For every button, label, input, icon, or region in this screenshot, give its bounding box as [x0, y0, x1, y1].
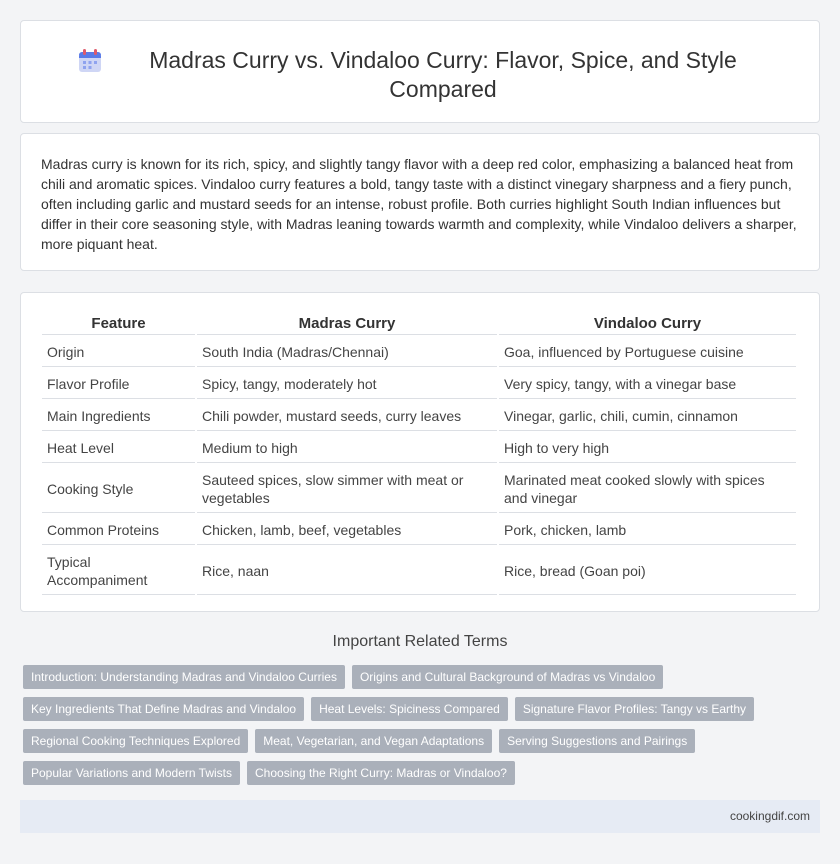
cell-feature: Flavor Profile — [42, 369, 195, 399]
header-feature: Feature — [42, 313, 195, 335]
cell-vindaloo: Very spicy, tangy, with a vinegar base — [499, 369, 796, 399]
cell-madras: Rice, naan — [197, 547, 497, 595]
cell-feature: Main Ingredients — [42, 401, 195, 431]
comparison-card — [20, 292, 820, 612]
related-term-tag[interactable]: Choosing the Right Curry: Madras or Vindaloo? — [247, 761, 515, 785]
related-term-tag[interactable]: Heat Levels: Spiciness Compared — [311, 697, 508, 721]
intro-text: Madras curry is known for its rich, spicy, and slightly tangy flavor with a deep red color, emphasizing a balanced heat from chili and aromatic spices. Vindaloo curry features a bold, tangy taste with a distinct vinegary sharpness and a fiery punch, often including garlic and mustard seeds for an intense, robust profile. Both curries highlight South Indian influences but differ in their core seasoning style, with Madras leaning towards warmth and complexity, while Vindaloo delivers a sharper, more piquant heat. — [41, 156, 797, 252]
table-header-row — [42, 313, 796, 335]
table-row — [42, 433, 796, 463]
cell-vindaloo: Goa, influenced by Portuguese cuisine — [499, 337, 796, 367]
table-row — [42, 547, 796, 595]
table-row — [42, 401, 796, 431]
related-term-tag[interactable]: Key Ingredients That Define Madras and Vindaloo — [23, 697, 304, 721]
related-term-tag[interactable]: Regional Cooking Techniques Explored — [23, 729, 248, 753]
cell-madras: Medium to high — [197, 433, 497, 463]
cell-feature: Heat Level — [42, 433, 195, 463]
cell-vindaloo: Marinated meat cooked slowly with spices and vinegar — [499, 465, 796, 513]
related-terms-title: Important Related Terms — [332, 633, 508, 650]
header-card — [20, 20, 820, 123]
cell-vindaloo: Vinegar, garlic, chili, cumin, cinnamon — [499, 401, 796, 431]
comparison-table — [40, 311, 798, 597]
calendar-icon — [77, 48, 103, 74]
related-term-tag[interactable]: Serving Suggestions and Pairings — [499, 729, 695, 753]
related-term-tag[interactable]: Signature Flavor Profiles: Tangy vs Earthy — [515, 697, 754, 721]
table-row — [42, 515, 796, 545]
cell-vindaloo: Pork, chicken, lamb — [499, 515, 796, 545]
table-row — [42, 465, 796, 513]
page-title: Madras Curry vs. Vindaloo Curry: Flavor, Spice, and Style Compared — [149, 47, 737, 102]
cell-madras: Chicken, lamb, beef, vegetables — [197, 515, 497, 545]
related-terms-list — [23, 665, 823, 793]
footer-site[interactable]: cookingdif.com — [729, 809, 810, 823]
intro-card — [20, 133, 820, 271]
related-term-tag[interactable]: Origins and Cultural Background of Madras vs Vindaloo — [352, 665, 663, 689]
cell-madras: South India (Madras/Chennai) — [197, 337, 497, 367]
cell-feature: Typical Accompaniment — [42, 547, 195, 595]
cell-feature: Origin — [42, 337, 195, 367]
header-madras: Madras Curry — [197, 313, 497, 335]
cell-madras: Sauteed spices, slow simmer with meat or vegetables — [197, 465, 497, 513]
cell-madras: Spicy, tangy, moderately hot — [197, 369, 497, 399]
related-term-tag[interactable]: Meat, Vegetarian, and Vegan Adaptations — [255, 729, 492, 753]
cell-feature: Common Proteins — [42, 515, 195, 545]
cell-feature: Cooking Style — [42, 465, 195, 513]
header-vindaloo: Vindaloo Curry — [499, 313, 796, 335]
cell-madras: Chili powder, mustard seeds, curry leaves — [197, 401, 497, 431]
cell-vindaloo: Rice, bread (Goan poi) — [499, 547, 796, 595]
footer — [20, 800, 820, 833]
table-row — [42, 337, 796, 367]
table-row — [42, 369, 796, 399]
cell-vindaloo: High to very high — [499, 433, 796, 463]
related-term-tag[interactable]: Popular Variations and Modern Twists — [23, 761, 240, 785]
related-term-tag[interactable]: Introduction: Understanding Madras and Vindaloo Curries — [23, 665, 345, 689]
